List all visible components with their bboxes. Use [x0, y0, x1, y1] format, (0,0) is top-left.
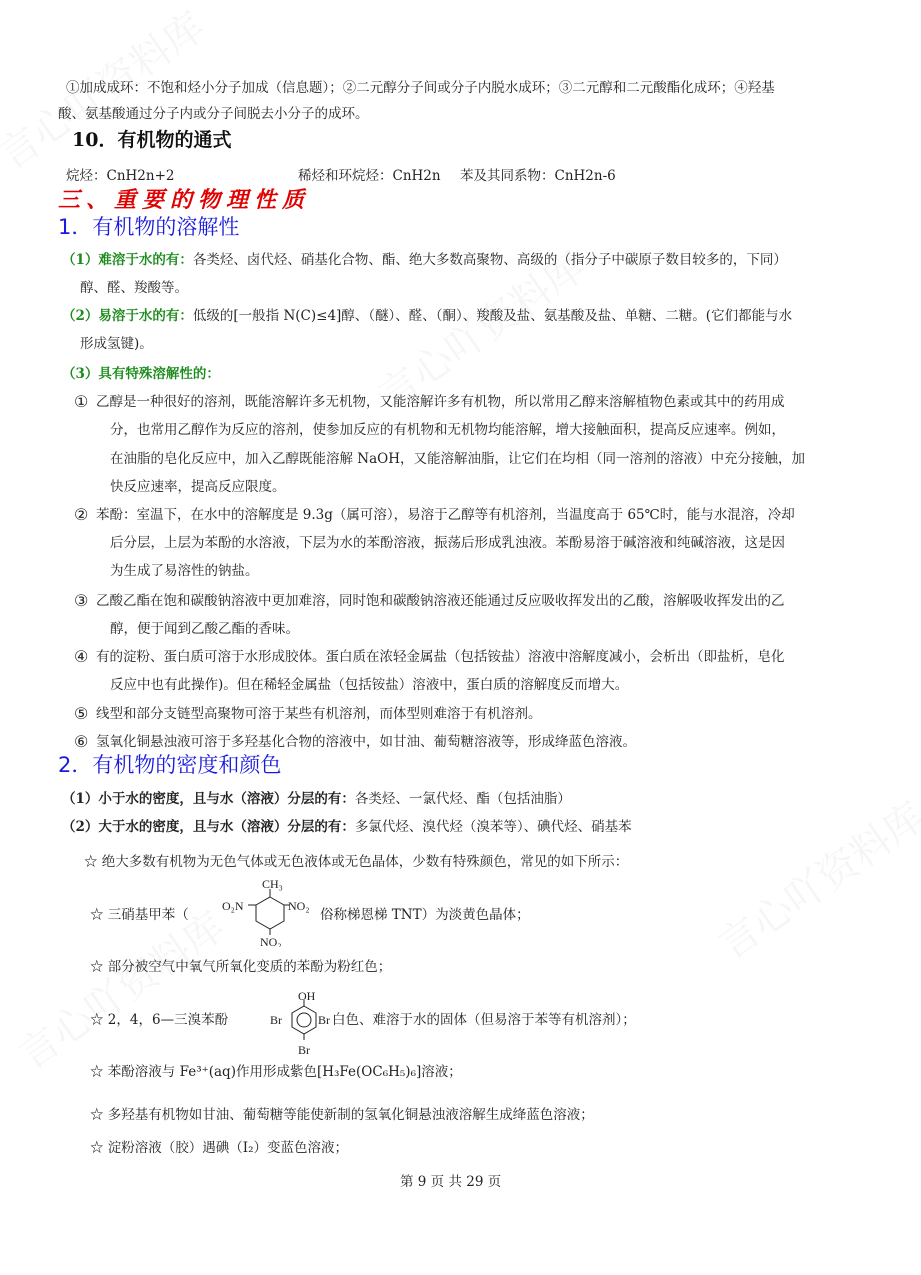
label-o2n: O₂N: [222, 899, 244, 913]
star-icon: ☆: [90, 1107, 104, 1123]
star-icon: ☆: [84, 854, 98, 870]
star-item: ☆ 淀粉溶液（胶）遇碘（I₂）变蓝色溶液；: [90, 1140, 349, 1156]
star-item: ☆ 多羟基有机物如甘油、葡萄糖等能使新制的氢氧化铜悬浊液溶解生成绛蓝色溶液；: [90, 1107, 594, 1123]
label-br: Br: [270, 1013, 282, 1027]
item-line: 后分层，上层为苯酚的水溶液，下层为水的苯酚溶液，振荡后形成乳浊液。苯酚易溶于碱溶液和纯碱溶液，这是因: [110, 535, 785, 551]
item-number: ⑥: [74, 732, 89, 751]
star-item: ☆ 绝大多数有机物为无色气体或无色液体或无色晶体，少数有特殊颜色，常见的如下所示：: [84, 854, 629, 870]
item-number: ②: [74, 505, 89, 524]
item-line: 反应中也有此操作)。但在稀轻金属盐（包括铵盐）溶液中，蛋白质的溶解度反而增大。: [110, 677, 629, 693]
item-line: 快反应速率，提高反应限度。: [110, 479, 286, 495]
label-br: Br: [318, 1013, 330, 1027]
star-icon: ☆: [90, 1012, 104, 1028]
item-line: 有的淀粉、蛋白质可溶于水形成胶体。蛋白质在浓轻金属盐（包括铵盐）溶液中溶解度减小，会析出（即盐析，皂化: [96, 649, 785, 665]
tbp-desc: 白色、难溶于水的固体（但易溶于苯等有机溶剂）；: [332, 1012, 636, 1028]
item-line: 醇，便于闻到乙酸乙酯的香味。: [110, 621, 299, 637]
item-number: ④: [74, 647, 89, 666]
star-item-tnt: ☆ 三硝基甲苯（: [90, 907, 189, 923]
section-3-title: 三、重要的物理性质: [58, 187, 311, 213]
paragraph-cont: 形成氢键)。: [80, 336, 153, 352]
star-icon: ☆: [90, 1064, 104, 1080]
tnt-structure: [222, 875, 322, 947]
label-oh: OH: [298, 989, 316, 1003]
item-number: ①: [74, 392, 89, 411]
paragraph-lighter: （1）小于水的密度，且与水（溶液）分层的有：各类烃、一氯代烃、酯（包括油脂）: [62, 791, 571, 807]
intro-line: 酸、氨基酸通过分子内或分子间脱去小分子的成环。: [58, 106, 369, 122]
paragraph-special-label: （3）具有特殊溶解性的：: [62, 366, 220, 382]
star-icon: ☆: [90, 959, 104, 975]
item-line: 乙醇是一种很好的溶剂，既能溶解许多无机物，又能溶解许多有机物，所以常用乙醇来溶解植物色素或其中的药用成: [96, 394, 785, 410]
formula-alkane: 烷烃：CnH2n+2: [66, 168, 175, 184]
subsection-2-title: 2．有机物的密度和颜色: [58, 753, 282, 777]
watermark: [705, 786, 921, 970]
paragraph-cont: 醇、醛、羧酸等。: [80, 280, 188, 296]
paragraph-heavier: （2）大于水的密度，且与水（溶液）分层的有：多氯代烃、溴代烃（溴苯等）、碘代烃、硝基苯: [62, 819, 632, 835]
formula-benzene: 苯及其同系物：CnH2n-6: [460, 168, 616, 184]
item-line: 线型和部分支链型高聚物可溶于某些有机溶剂，而体型则难溶于有机溶剂。: [96, 706, 542, 722]
formula-alkene: 稀烃和环烷烃：CnH2n: [298, 168, 441, 184]
item-line: 乙酸乙酯在饱和碳酸钠溶液中更加难溶，同时饱和碳酸钠溶液还能通过反应吸收挥发出的乙酸，溶解吸收挥发出的乙: [96, 593, 785, 609]
star-icon: ☆: [90, 907, 104, 923]
label-br: Br: [298, 1043, 310, 1057]
item-number: ⑤: [74, 704, 89, 723]
paragraph-insoluble: （1）难溶于水的有：各类烃、卤代烃、硝基化合物、酯、绝大多数高聚物、高级的（指分子中碳原子数目较多的，下同）: [62, 252, 787, 268]
star-item-tbp: ☆ 2，4，6—三溴苯酚: [90, 1012, 229, 1028]
item-line: 为生成了易溶性的钠盐。: [110, 563, 259, 579]
paragraph-soluble: （2）易溶于水的有：低级的[一般指 N(C)≤4]醇、（醚）、醛、（酮）、羧酸及盐、氨基酸及盐、单糖、二糖。(它们都能与水: [62, 308, 793, 324]
page-footer: 第 9 页 共 29 页: [400, 1174, 502, 1190]
tnt-desc: 俗称梯恩梯 TNT）为淡黄色晶体；: [320, 907, 530, 923]
subsection-1-title: 1．有机物的溶解性: [58, 215, 240, 239]
tribromophenol-structure: [268, 988, 338, 1060]
star-icon: ☆: [90, 1140, 104, 1156]
star-item: ☆ 苯酚溶液与 Fe³⁺(aq)作用形成紫色[H₃Fe(OC₆H₅)₆]溶液；: [90, 1064, 462, 1080]
section-10-title: 10．有机物的通式: [72, 129, 232, 151]
star-item: ☆ 部分被空气中氧气所氧化变质的苯酚为粉红色；: [90, 959, 392, 975]
label-ch3: CH₃: [262, 877, 283, 891]
item-line: 在油脂的皂化反应中，加入乙醇既能溶解 NaOH，又能溶解油脂，让它们在均相（同一溶剂的溶液）中充分接触，加: [110, 451, 805, 467]
label-no2: NO₂: [260, 935, 282, 947]
item-number: ③: [74, 591, 89, 610]
item-line: 苯酚：室温下，在水中的溶解度是 9.3g（属可溶），易溶于乙醇等有机溶剂，当温度高于 65℃时，能与水混溶，冷却: [96, 507, 795, 523]
label-no2: NO₂: [288, 899, 310, 913]
item-line: 氢氧化铜悬浊液可溶于多羟基化合物的溶液中，如甘油、葡萄糖溶液等，形成绛蓝色溶液。: [96, 734, 636, 750]
intro-line: ①加成成环：不饱和烃小分子加成（信息题）；②二元醇分子间或分子内脱水成环；③二元醇和二元酸酯化成环；④羟基: [66, 80, 775, 96]
item-line: 分，也常用乙醇作为反应的溶剂，使参加反应的有机物和无机物均能溶解，增大接触面积，提高反应速率。例如，: [110, 422, 785, 438]
